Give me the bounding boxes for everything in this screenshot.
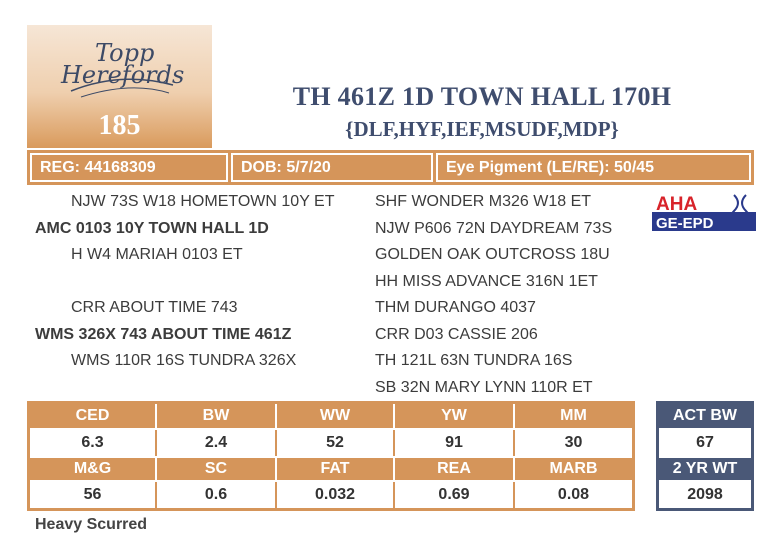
pedigree-sire-dam: H W4 MARIAH 0103 ET [71, 246, 243, 263]
pedigree-ancestor-5: THM DURANGO 4037 [375, 299, 536, 316]
aha-text: AHA [656, 194, 698, 215]
actual-bw-value: 67 [659, 430, 751, 456]
epd-value-marb: 0.08 [515, 482, 632, 508]
pedigree-ancestor-2: NJW P606 72N DAYDREAM 73S [375, 220, 613, 237]
animal-name: TH 461Z 1D TOWN HALL 170H [292, 82, 672, 111]
epd-header-yw: YW [395, 404, 515, 430]
epd-value-fat: 0.032 [277, 482, 395, 508]
pedigree-dam-dam: WMS 110R 16S TUNDRA 326X [71, 352, 297, 369]
epd-value-mm: 30 [515, 430, 632, 456]
epd-value-mg: 56 [30, 482, 157, 508]
epd-header-rea: REA [395, 458, 515, 482]
registration-number: REG: 44168309 [30, 153, 228, 182]
date-of-birth: DOB: 5/7/20 [231, 153, 433, 182]
epd-value-sc: 0.6 [157, 482, 277, 508]
footnote: Heavy Scurred [35, 516, 148, 533]
epd-header-marb: MARB [515, 458, 632, 482]
pedigree-dam-sire: CRR ABOUT TIME 743 [71, 299, 238, 316]
genetic-codes: {DLF,HYF,IEF,MSUDF,MDP} [345, 117, 619, 141]
epd-header-ww: WW [277, 404, 395, 430]
epd-header-row-2 [30, 456, 632, 482]
ge-epd-text: GE-EPD [656, 215, 714, 231]
pedigree-sire-sire: NJW 73S W18 HOMETOWN 10Y ET [71, 193, 335, 210]
logo-line-1: Topp [95, 39, 155, 67]
pedigree-ancestor-6: CRR D03 CASSIE 206 [375, 326, 538, 343]
pedigree-ancestor-4: HH MISS ADVANCE 316N 1ET [375, 273, 598, 290]
logo-line-2: Herefords [61, 61, 185, 89]
epd-header-fat: FAT [277, 458, 395, 482]
aha-ge-epd-logo [652, 193, 756, 231]
actual-measures-table [656, 401, 754, 511]
epd-value-bw: 2.4 [157, 430, 277, 456]
epd-value-rea: 0.69 [395, 482, 515, 508]
epd-header-bw: BW [157, 404, 277, 430]
epd-value-ww: 52 [277, 430, 395, 456]
epd-table [27, 401, 635, 511]
eye-pigment: Eye Pigment (LE/RE): 50/45 [436, 153, 751, 182]
two-year-weight-value: 2098 [659, 482, 751, 508]
info-bar [27, 150, 754, 185]
pedigree-ancestor-7: TH 121L 63N TUNDRA 16S [375, 352, 573, 369]
epd-header-sc: SC [157, 458, 277, 482]
epd-value-row-2 [30, 482, 632, 508]
pedigree-ancestor-8: SB 32N MARY LYNN 110R ET [375, 379, 593, 396]
epd-header-row-1 [30, 404, 632, 430]
actual-bw-header: ACT BW [659, 404, 751, 430]
farm-logo [27, 25, 212, 148]
lot-number: 185 [98, 110, 141, 141]
pedigree-ancestor-1: SHF WONDER M326 W18 ET [375, 193, 592, 210]
epd-header-ced: CED [30, 404, 157, 430]
pedigree-dam: WMS 326X 743 ABOUT TIME 461Z [35, 326, 292, 343]
two-year-weight-header: 2 YR WT [659, 456, 751, 482]
epd-value-ced: 6.3 [30, 430, 157, 456]
epd-value-row-1 [30, 430, 632, 456]
pedigree-sire: AMC 0103 10Y TOWN HALL 1D [35, 220, 269, 237]
epd-header-mm: MM [515, 404, 632, 430]
pedigree-ancestor-3: GOLDEN OAK OUTCROSS 18U [375, 246, 610, 263]
epd-header-mg: M&G [30, 458, 157, 482]
epd-value-yw: 91 [395, 430, 515, 456]
